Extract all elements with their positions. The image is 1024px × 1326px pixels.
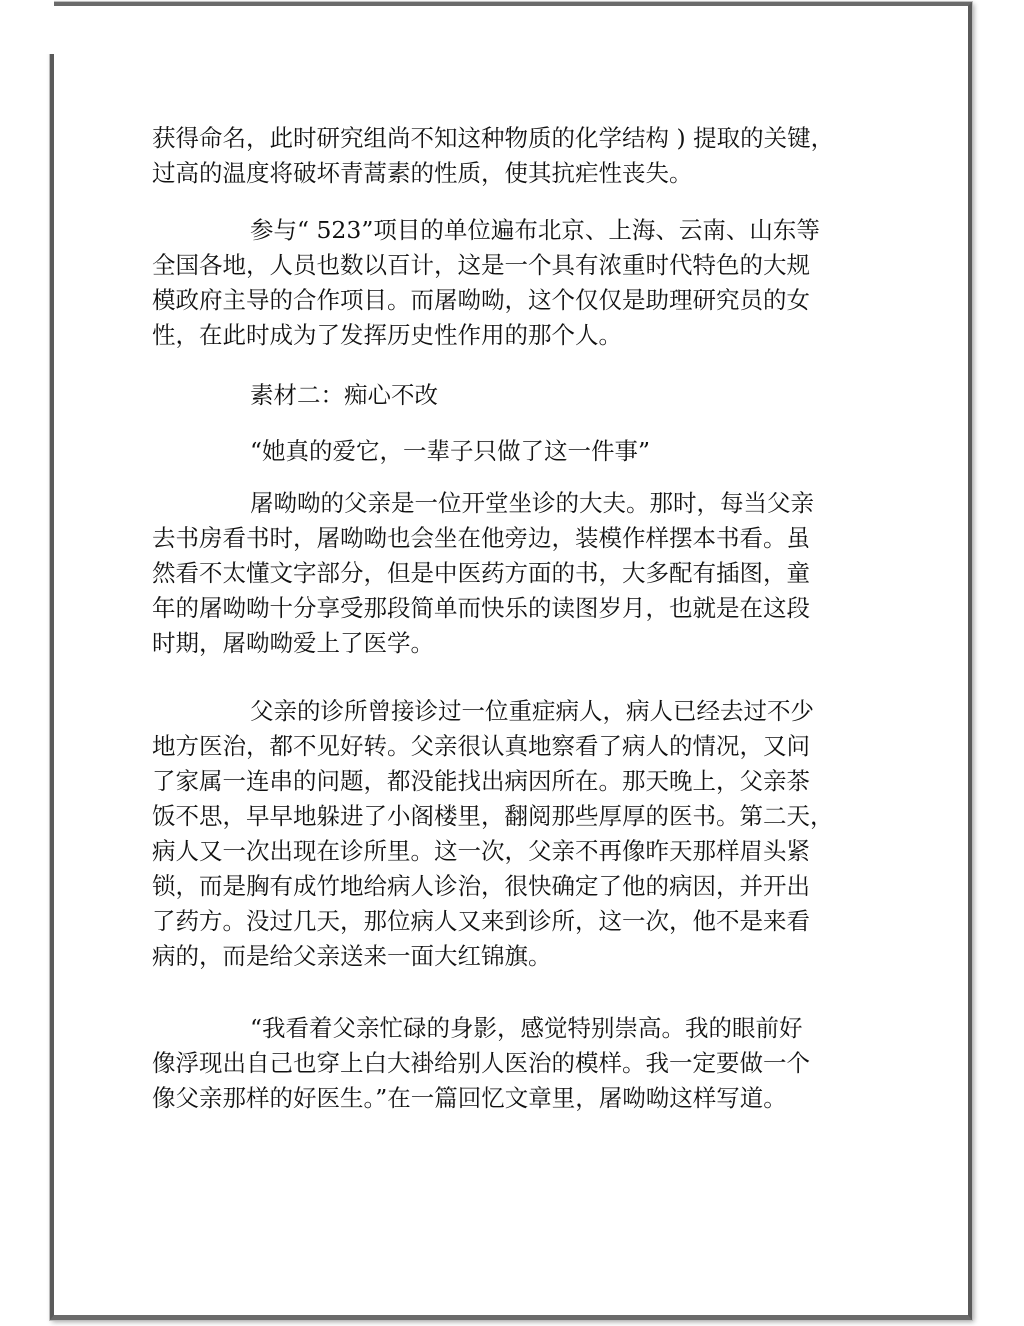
- paragraph-5: [152, 1011, 810, 1116]
- text-line: “我看着父亲忙碌的身影，感觉特别崇高。我的眼前好: [250, 1014, 803, 1042]
- text-line: 父亲的诊所曾接诊过一位重症病人，病人已经去过不少: [250, 697, 814, 725]
- paragraph-2: [152, 213, 820, 353]
- text-line: 过高的温度将破坏青蒿素的性质，使其抗疟性丧失。: [152, 159, 693, 187]
- text-line: 参与“ 523”项目的单位遍布北京、上海、云南、山东等: [250, 216, 820, 244]
- document-page: [50, 2, 972, 1320]
- text-line: 全国各地，人员也数以百计，这是一个具有浓重时代特色的大规: [152, 251, 810, 279]
- text-line: 去书房看书时，屠呦呦也会坐在他旁边，装模作样摆本书看。虽: [152, 524, 810, 552]
- paragraph-3: [152, 486, 814, 661]
- text-line: 性，在此时成为了发挥历史性作用的那个人。: [152, 321, 622, 349]
- paragraph-4: [152, 694, 834, 974]
- section-subtitle: [250, 434, 650, 469]
- text-line: 获得命名，此时研究组尚不知这种物质的化学结构 ) 提取的关键，: [152, 124, 835, 152]
- text-line: 时期，屠呦呦爱上了医学。: [152, 629, 434, 657]
- text-line: “她真的爱它，一辈子只做了这一件事”: [250, 437, 651, 465]
- text-line: 素材二：痴心不改: [250, 381, 438, 409]
- text-line: 模政府主导的合作项目。而屠呦呦，这个仅仅是助理研究员的女: [152, 286, 810, 314]
- paragraph-1: [152, 121, 834, 191]
- text-line: 然看不太懂文字部分，但是中医药方面的书，大多配有插图，童: [152, 559, 810, 587]
- page-corner: [0, 0, 54, 54]
- text-line: 病的，而是给父亲送来一面大红锦旗。: [152, 942, 552, 970]
- text-line: 了家属一连串的问题，都没能找出病因所在。那天晚上，父亲茶: [152, 767, 810, 795]
- section-heading: [250, 378, 438, 413]
- text-line: 饭不思，早早地躲进了小阁楼里，翻阅那些厚厚的医书。第二天，: [152, 802, 834, 830]
- text-line: 锁，而是胸有成竹地给病人诊治，很快确定了他的病因，并开出: [152, 872, 810, 900]
- text-line: 病人又一次出现在诊所里。这一次，父亲不再像昨天那样眉头紧: [152, 837, 810, 865]
- text-line: 屠呦呦的父亲是一位开堂坐诊的大夫。那时，每当父亲: [250, 489, 814, 517]
- text-line: 地方医治，都不见好转。父亲很认真地察看了病人的情况，又问: [152, 732, 810, 760]
- text-line: 像浮现出自己也穿上白大褂给别人医治的模样。我一定要做一个: [152, 1049, 810, 1077]
- text-line: 年的屠呦呦十分享受那段简单而快乐的读图岁月，也就是在这段: [152, 594, 810, 622]
- text-line: 了药方。没过几天，那位病人又来到诊所，这一次，他不是来看: [152, 907, 810, 935]
- text-line: 像父亲那样的好医生。”在一篇回忆文章里，屠呦呦这样写道。: [152, 1084, 787, 1112]
